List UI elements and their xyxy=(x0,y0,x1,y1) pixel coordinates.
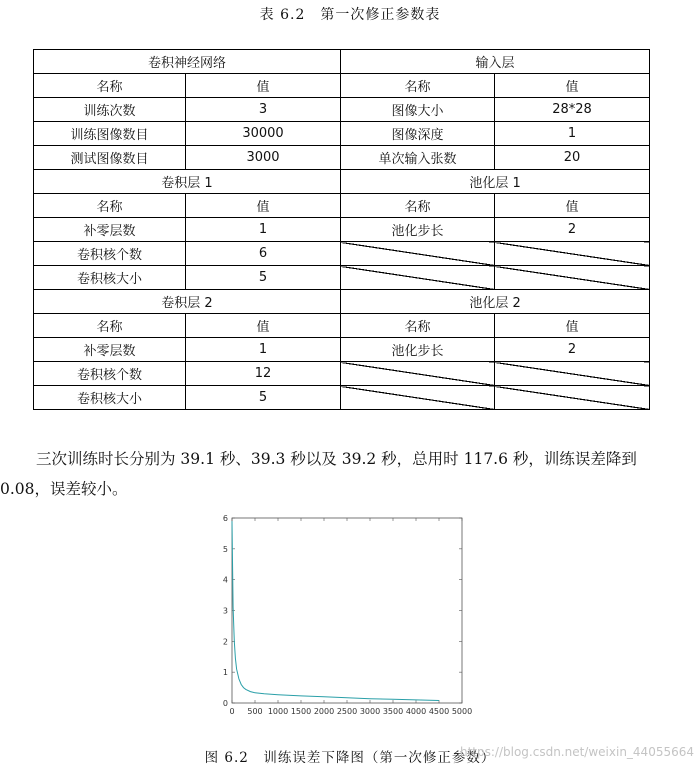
figure-caption: 图 6.2 训练误差下降图（第一次修正参数） xyxy=(204,750,496,766)
param-value: 20 xyxy=(495,146,650,170)
param-name: 池化步长 xyxy=(341,338,495,362)
watermark: https://blog.csdn.net/weixin_44055664 xyxy=(459,745,694,759)
table-row xyxy=(34,386,650,410)
column-header-name: 名称 xyxy=(341,74,495,98)
empty-diagonal-cell xyxy=(341,362,495,386)
table-row xyxy=(34,194,650,218)
table-row xyxy=(34,338,650,362)
y-tick-label: 4 xyxy=(222,575,228,585)
param-value: 1 xyxy=(186,338,341,362)
column-header-value: 值 xyxy=(186,314,341,338)
empty-diagonal-cell xyxy=(341,242,495,266)
table-row xyxy=(34,122,650,146)
x-tick-label: 2000 xyxy=(313,707,335,716)
x-tick-label: 4500 xyxy=(428,707,450,716)
param-value: 2 xyxy=(495,338,650,362)
column-header-value: 值 xyxy=(495,314,650,338)
parameter-table xyxy=(33,49,650,410)
x-tick-label: 0 xyxy=(229,707,235,716)
table-row xyxy=(34,314,650,338)
cnn-section-header: 卷积神经网络 xyxy=(34,50,341,74)
table-row xyxy=(34,74,650,98)
y-tick-label: 5 xyxy=(222,544,228,554)
param-name: 池化步长 xyxy=(341,218,495,242)
y-tick-label: 0 xyxy=(222,699,228,708)
x-tick-label: 3500 xyxy=(382,707,404,716)
column-header-name: 名称 xyxy=(34,194,186,218)
table-caption: 表 6.2 第一次修正参数表 xyxy=(259,7,441,23)
empty-diagonal-cell xyxy=(495,386,650,410)
y-tick-label: 1 xyxy=(222,668,228,678)
param-value: 1 xyxy=(495,122,650,146)
column-header-name: 名称 xyxy=(34,314,186,338)
pool2-section-header: 池化层 2 xyxy=(341,290,650,314)
table-row xyxy=(34,266,650,290)
x-tick-label: 500 xyxy=(247,707,263,716)
empty-diagonal-cell xyxy=(341,386,495,410)
param-name: 测试图像数目 xyxy=(34,146,186,170)
x-tick-label: 3000 xyxy=(359,707,381,716)
table-row xyxy=(34,98,650,122)
param-name: 补零层数 xyxy=(34,218,186,242)
table-row xyxy=(34,50,650,74)
input-section-header: 输入层 xyxy=(341,50,650,74)
x-tick-label: 1500 xyxy=(290,707,312,716)
param-value: 1 xyxy=(186,218,341,242)
conv1-section-header: 卷积层 1 xyxy=(34,170,341,194)
training-error-chart xyxy=(210,512,472,724)
empty-diagonal-cell xyxy=(341,266,495,290)
x-tick-label: 2500 xyxy=(336,707,358,716)
pool1-section-header: 池化层 1 xyxy=(341,170,650,194)
column-header-value: 值 xyxy=(186,194,341,218)
x-tick-label: 5000 xyxy=(451,707,472,716)
param-value: 5 xyxy=(186,386,341,410)
param-value: 28*28 xyxy=(495,98,650,122)
empty-diagonal-cell xyxy=(495,266,650,290)
column-header-name: 名称 xyxy=(34,74,186,98)
column-header-value: 值 xyxy=(186,74,341,98)
param-name: 卷积核大小 xyxy=(34,386,186,410)
param-value: 12 xyxy=(186,362,341,386)
column-header-value: 值 xyxy=(495,194,650,218)
param-name: 补零层数 xyxy=(34,338,186,362)
param-name: 卷积核大小 xyxy=(34,266,186,290)
x-tick-label: 1000 xyxy=(267,707,289,716)
param-value: 5 xyxy=(186,266,341,290)
table-row xyxy=(34,170,650,194)
body-paragraph: 三次训练时长分别为 39.1 秒、39.3 秒以及 39.2 秒，总用时 117.6 秒，训练误差降到 0.08，误差较小。 xyxy=(0,450,637,498)
param-name: 训练图像数目 xyxy=(34,122,186,146)
conv2-section-header: 卷积层 2 xyxy=(34,290,341,314)
x-tick-label: 4000 xyxy=(405,707,427,716)
y-tick-label: 2 xyxy=(222,637,228,647)
param-value: 6 xyxy=(186,242,341,266)
param-name: 训练次数 xyxy=(34,98,186,122)
param-name: 卷积核个数 xyxy=(34,362,186,386)
plot-area-frame xyxy=(232,518,462,703)
column-header-name: 名称 xyxy=(341,314,495,338)
param-value: 30000 xyxy=(186,122,341,146)
param-value: 2 xyxy=(495,218,650,242)
empty-diagonal-cell xyxy=(495,362,650,386)
empty-diagonal-cell xyxy=(495,242,650,266)
table-row xyxy=(34,290,650,314)
param-name: 图像大小 xyxy=(341,98,495,122)
table-row xyxy=(34,146,650,170)
param-value: 3000 xyxy=(186,146,341,170)
y-tick-label: 6 xyxy=(222,514,228,523)
param-name: 图像深度 xyxy=(341,122,495,146)
column-header-name: 名称 xyxy=(341,194,495,218)
table-row xyxy=(34,362,650,386)
column-header-value: 值 xyxy=(495,74,650,98)
y-tick-label: 3 xyxy=(222,606,228,616)
param-value: 3 xyxy=(186,98,341,122)
param-name: 单次输入张数 xyxy=(341,146,495,170)
table-row xyxy=(34,242,650,266)
table-row xyxy=(34,218,650,242)
param-name: 卷积核个数 xyxy=(34,242,186,266)
